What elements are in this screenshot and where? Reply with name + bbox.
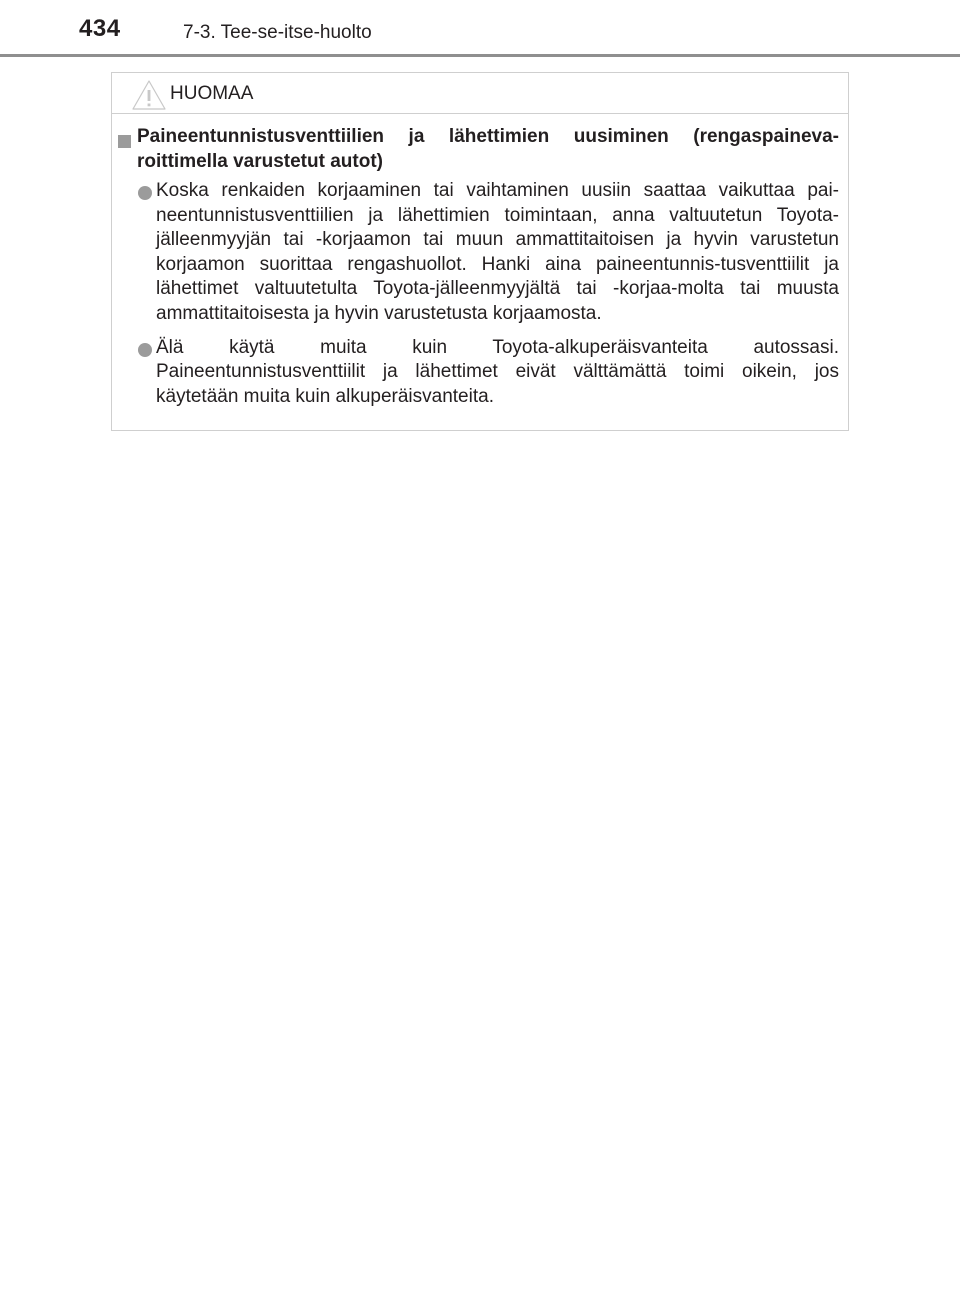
list-item xyxy=(112,336,848,410)
notice-box xyxy=(111,72,849,431)
circle-bullet-icon xyxy=(138,186,152,200)
notice-body xyxy=(112,125,848,409)
page-header xyxy=(0,0,960,60)
header-divider xyxy=(0,54,960,57)
notice-heading: Paineentunnistusventtiilien ja lähettimien uusiminen (rengaspaineva-roittimella varustetut autot) xyxy=(137,126,839,172)
notice-header xyxy=(112,73,848,114)
section-title: 7-3. Tee-se-itse-huolto xyxy=(183,22,372,43)
square-bullet-icon xyxy=(118,135,131,148)
bullet-text: Älä käytä muita kuin Toyota-alkuperäisvanteita autossasi. Paineentunnistusventtiilit ja lähettimet eivät välttämättä toimi oikein, jos käytetään muita kuin alkuperäisvanteita. xyxy=(156,336,839,407)
circle-bullet-icon xyxy=(138,343,152,357)
warning-triangle-icon xyxy=(131,79,167,111)
list-item xyxy=(112,179,848,327)
page-number: 434 xyxy=(79,15,121,42)
bullet-text: Koska renkaiden korjaaminen tai vaihtaminen uusiin saattaa vaikuttaa pai-neentunnistusventtiilien ja lähettimien toimintaan, anna valtuutetun Toyota-jälleenmyyjän tai -korjaamon tai muun ammattitaitoisen ja hyvin varustetun korjaamon suorittaa rengashuollot. Hanki aina paineentunnis-tusventtiilit ja lähettimet valtuutetulta Toyota-jälleenmyyjältä tai -korjaa-molta tai muusta ammattitaitoisesta ja hyvin varustetusta korjaamosta. xyxy=(156,180,839,324)
notice-heading-row xyxy=(112,125,848,174)
notice-title: HUOMAA xyxy=(170,83,254,104)
